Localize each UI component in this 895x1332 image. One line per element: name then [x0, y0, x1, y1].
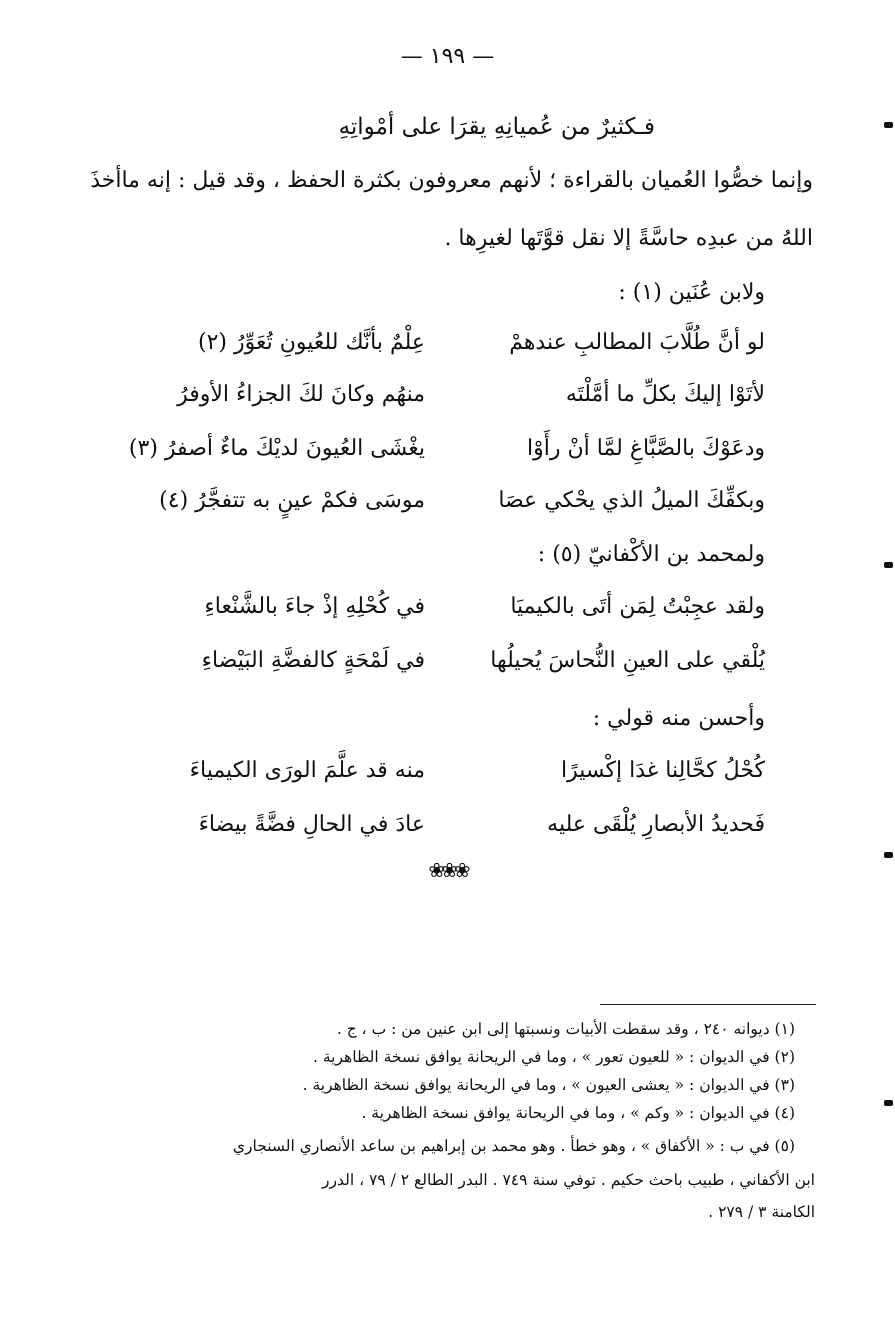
- verse-6-second-hemistich: في لَمْحَةٍ كالفضَّةِ البَيْضاءِ: [201, 648, 425, 673]
- poem-intro-akfani: ولمحمد بن الأكْفانيّ (٥) :: [537, 542, 765, 567]
- verse-2-second-hemistich: منهُم وكانَ لكَ الجزاءُ الأوفرُ: [177, 382, 425, 407]
- verse-3-second-hemistich: يغْشَى العُيونَ لديْكَ ماءٌ أصفرُ (٣): [128, 436, 425, 461]
- verse-7-first-hemistich: كُحْلُ كحَّالِنا غدَا إكْسيرًا: [560, 758, 765, 783]
- verse-6-first-hemistich: يُلْقي على العينِ النُّحاسَ يُحيلُها: [490, 648, 765, 673]
- poem-intro-ibn-unain: ولابن عُنَين (١) :: [618, 280, 765, 305]
- footnote-4: (٤) في الديوان : « وكم » ، وما في الريحانة يوافق نسخة الظاهرية .: [361, 1104, 795, 1122]
- scan-edge-mark: [884, 122, 893, 128]
- verse-3-first-hemistich: ودعَوْكَ بالصَّبَّاغِ لمَّا أنْ رأَوْا: [527, 436, 765, 461]
- asterism-ornament: ❀❀❀: [428, 858, 467, 882]
- verse-4-first-hemistich: وبكفِّكَ الميلُ الذي يحْكي عصَا: [498, 488, 765, 513]
- poem-intro-author: وأحسن منه قولي :: [592, 706, 765, 731]
- footnote-1: (١) ديوانه ٢٤٠ ، وقد سقطت الأبيات ونسبتها إلى ابن عنين من : ب ، ج .: [336, 1020, 795, 1038]
- page-number: — ١٩٩ —: [400, 44, 495, 69]
- verse-5-second-hemistich: في كُحْلِهِ إذْ جاءَ بالشَّنْعاءِ: [204, 594, 425, 619]
- scan-edge-mark: [884, 1100, 893, 1106]
- verse-4-second-hemistich: موسَى فكمْ عينٍ به تتفجَّرُ (٤): [159, 488, 425, 513]
- verse-7-second-hemistich: منه قد علَّمَ الورَى الكيمياءَ: [189, 758, 425, 783]
- verse-1-second-hemistich: عِلْمٌ بأنَّك للعُيونِ تُعَوِّرُ (٢): [197, 330, 425, 355]
- paragraph-line-2: اللهُ من عبدِه حاسَّةً إلا نقل قوَّتَها لغيرِها .: [444, 226, 813, 251]
- footnote-2: (٢) في الديوان : « للعيون تعور » ، وما في الريحانة يوافق نسخة الظاهرية .: [313, 1048, 795, 1066]
- scan-edge-mark: [884, 852, 893, 858]
- opening-verse: فـكثيرٌ من عُميانِهِ يقرَا على أمْواتِهِ: [338, 114, 655, 140]
- footnote-5: (٥) في ب : « الأكفاق » ، وهو خطأ . وهو محمد بن إبراهيم بن ساعد الأنصاري السنجاري: [232, 1137, 795, 1155]
- footnote-5-continuation-1: ابن الأكفاني ، طبيب باحث حكيم . توفي سنة ٧٤٩ . البدر الطالع ٢ / ٧٩ ، الدرر: [322, 1171, 815, 1189]
- verse-2-first-hemistich: لأتَوْا إليكَ بكلِّ ما أمَّلْتَه: [565, 382, 765, 407]
- verse-8-first-hemistich: فَحديدُ الأبصارِ يُلْقَى عليه: [547, 812, 765, 837]
- verse-5-first-hemistich: ولقد عجِبْتُ لِمَن أتَى بالكيميَا: [510, 594, 765, 619]
- footnote-5-continuation-2: الكامنة ٣ / ٢٧٩ .: [708, 1203, 815, 1221]
- footnote-separator: [600, 1004, 816, 1005]
- verse-8-second-hemistich: عادَ في الحالِ فضَّةً بيضاءَ: [198, 812, 425, 837]
- verse-1-first-hemistich: لو أنَّ طُلَّابَ المطالبِ عندهمْ: [509, 330, 765, 355]
- footnote-3: (٣) في الديوان : « يعشى العيون » ، وما في الريحانة يوافق نسخة الظاهرية .: [302, 1076, 795, 1094]
- scan-edge-mark: [884, 562, 893, 568]
- paragraph-line-1: وإنما خصُّوا العُميان بالقراءة ؛ لأنهم معروفون بكثرة الحفظ ، وقد قيل : إنه ماأخذَ: [90, 168, 813, 193]
